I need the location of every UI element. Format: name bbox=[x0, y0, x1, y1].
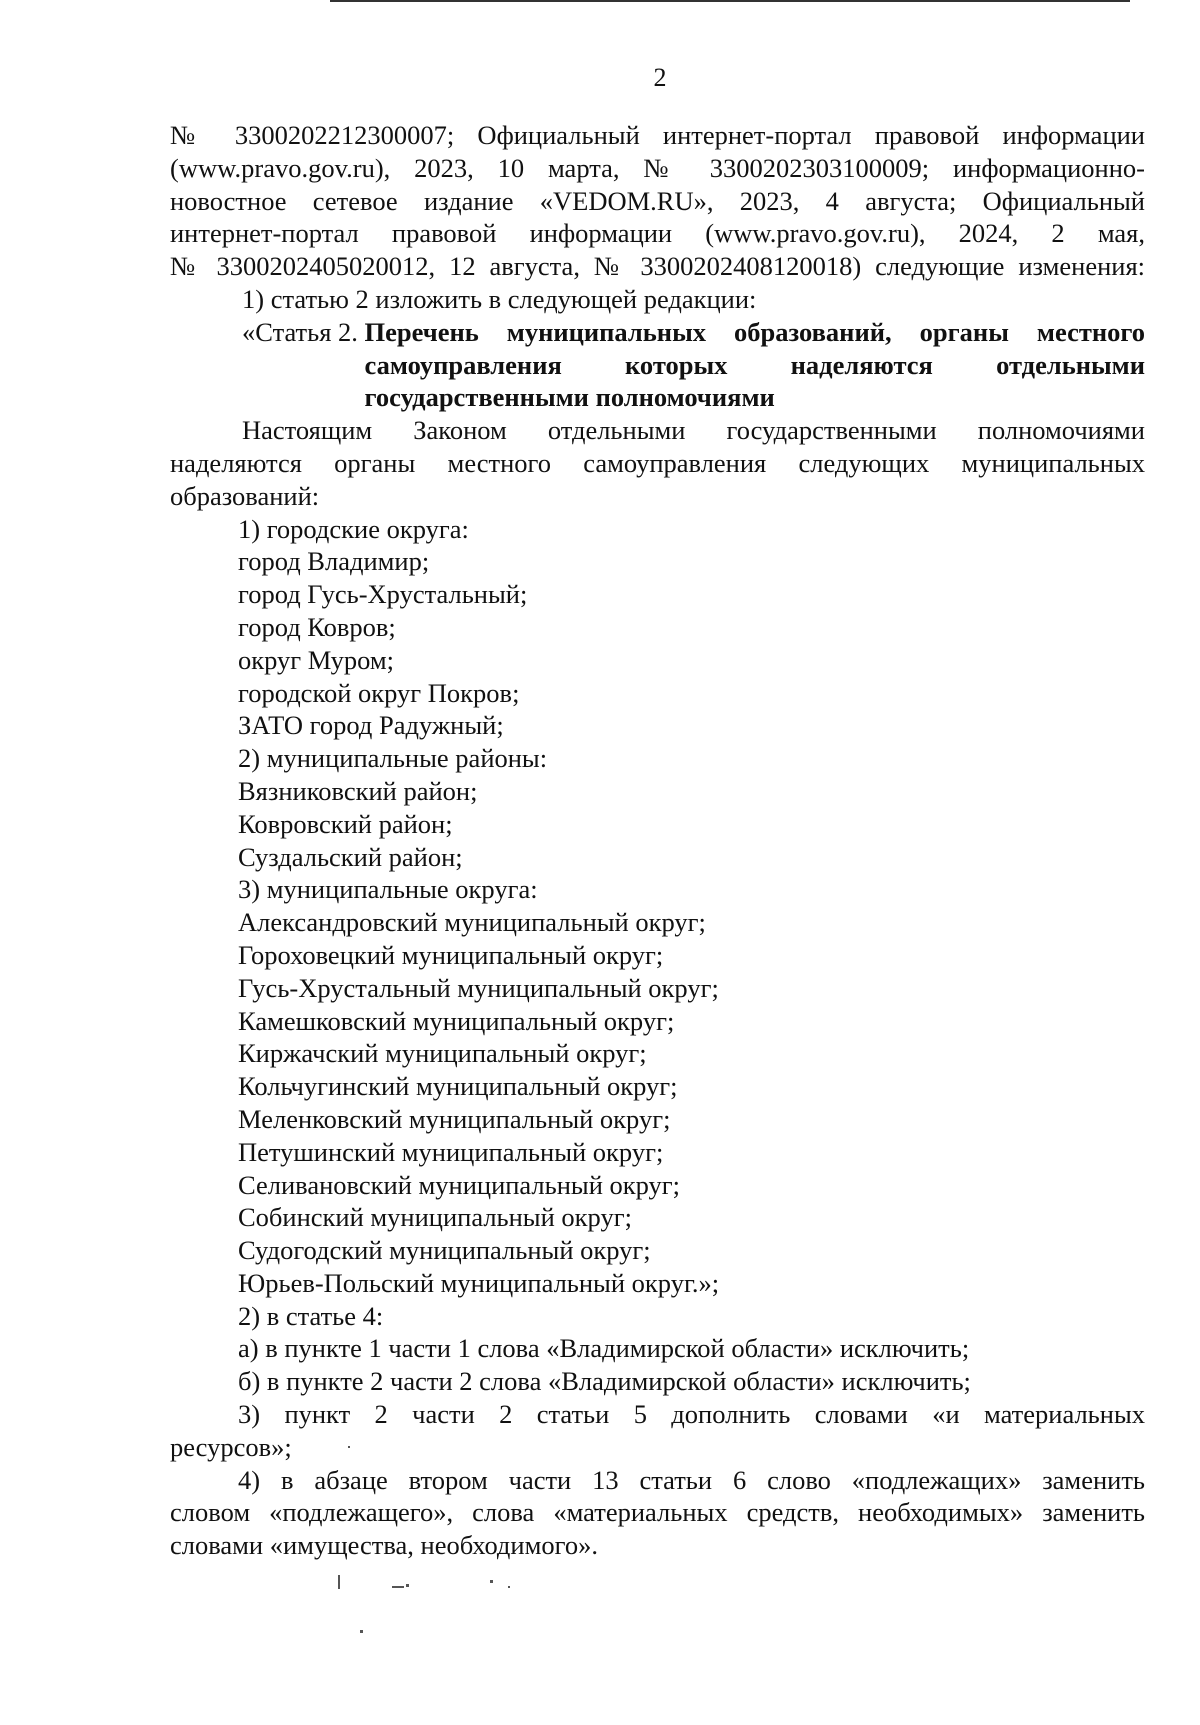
scan-speck bbox=[348, 1446, 350, 1448]
list-item: Киржачский муниципальный округ; bbox=[238, 1038, 647, 1069]
list-item: город Владимир; bbox=[238, 546, 430, 577]
scan-speck bbox=[490, 1580, 493, 1583]
list-item: Вязниковский район; bbox=[238, 775, 478, 806]
list-item: Кольчугинский муниципальный округ; bbox=[238, 1071, 678, 1102]
municipal-okrugs-heading: 3) муниципальные округа: bbox=[238, 874, 538, 905]
list-item: Гусь-Хрустальный муниципальный округ; bbox=[238, 972, 719, 1003]
page-number: 2 bbox=[653, 63, 667, 92]
article-prefix: «Статья 2. bbox=[242, 316, 365, 347]
article-title-line: государственными полномочиями bbox=[364, 382, 775, 413]
amendment-line: словами «имущества, необходимого». bbox=[170, 1530, 598, 1561]
intro-line: интернет-портал правовой информации (www.pravo.gov.ru), 2024, 2 мая, bbox=[170, 218, 1145, 249]
list-item: Меленковский муниципальный округ; bbox=[238, 1103, 671, 1134]
scan-speck bbox=[406, 1584, 409, 1587]
intro-line: № 3300202405020012, 12 августа, № 3300202408120018) следующие изменения: bbox=[170, 251, 1145, 282]
urban-districts-heading: 1) городские округа: bbox=[238, 513, 469, 544]
document-body bbox=[170, 119, 1145, 1562]
list-item: Гороховецкий муниципальный округ; bbox=[238, 939, 664, 970]
list-item: Ковровский район; bbox=[238, 808, 453, 839]
intro-line: новостное сетевое издание «VEDOM.RU», 2023, 4 августа; Официальный bbox=[170, 185, 1145, 216]
list-item: городской округ Покров; bbox=[238, 677, 520, 708]
list-item: Селивановский муниципальный округ; bbox=[238, 1169, 681, 1200]
list-item: Юрьев-Польский муниципальный округ.»; bbox=[238, 1267, 720, 1298]
article-text-line: образований: bbox=[170, 480, 320, 511]
list-item: Суздальский район; bbox=[238, 841, 463, 872]
amendment-item-1: 1) статью 2 изложить в следующей редакции: bbox=[242, 283, 757, 314]
list-item: Судогодский муниципальный округ; bbox=[238, 1235, 651, 1266]
amendment-subitem-b: б) в пункте 2 части 2 слова «Владимирской области» исключить; bbox=[238, 1366, 971, 1397]
list-item: Собинский муниципальный округ; bbox=[238, 1202, 632, 1233]
intro-line: № 3300202212300007; Официальный интернет-портал правовой информации bbox=[170, 120, 1145, 150]
article-title bbox=[365, 316, 1145, 414]
scan-speck bbox=[360, 1630, 363, 1633]
article-text-line: Настоящим Законом отдельными государственными полномочиями bbox=[242, 415, 1145, 446]
list-item: округ Муром; bbox=[238, 644, 395, 675]
amendment-line: ресурсов»; bbox=[170, 1431, 292, 1462]
article-paragraph bbox=[170, 414, 1145, 512]
article-heading bbox=[170, 316, 1145, 414]
intro-line: (www.pravo.gov.ru), 2023, 10 марта, № 3300202303100009; информационно- bbox=[170, 152, 1145, 183]
amendment-subitem-a: а) в пункте 1 части 1 слова «Владимирской области» исключить; bbox=[238, 1333, 970, 1364]
scan-speck bbox=[338, 1575, 340, 1589]
intro-paragraph bbox=[170, 119, 1145, 283]
amendment-item-4 bbox=[170, 1464, 1145, 1562]
amendment-item-3 bbox=[170, 1398, 1145, 1464]
article-title-line: самоуправления которых наделяются отдельными bbox=[364, 349, 1145, 380]
scan-speck bbox=[392, 1586, 404, 1588]
list-item: ЗАТО город Радужный; bbox=[238, 710, 504, 741]
amendment-line: 4) в абзаце втором части 13 статьи 6 слово «подлежащих» заменить bbox=[238, 1464, 1145, 1495]
amendment-item-2: 2) в статье 4: bbox=[238, 1300, 384, 1331]
list-item: город Ковров; bbox=[238, 611, 396, 642]
article-title-line: Перечень муниципальных образований, органы местного bbox=[364, 316, 1145, 347]
list-item: город Гусь-Хрустальный; bbox=[238, 579, 528, 610]
amendment-line: 3) пункт 2 части 2 статьи 5 дополнить словами «и материальных bbox=[238, 1399, 1145, 1430]
article-text-line: наделяются органы местного самоуправления следующих муниципальных bbox=[170, 447, 1145, 478]
list-item: Петушинский муниципальный округ; bbox=[238, 1136, 664, 1167]
municipal-districts-heading: 2) муниципальные районы: bbox=[238, 743, 548, 774]
amendment-line: словом «подлежащего», слова «материальных средств, необходимых» заменить bbox=[170, 1497, 1145, 1528]
top-rule bbox=[330, 0, 1130, 2]
scan-speck bbox=[508, 1586, 510, 1588]
list-item: Александровский муниципальный округ; bbox=[238, 907, 706, 938]
list-item: Камешковский муниципальный округ; bbox=[238, 1005, 675, 1036]
